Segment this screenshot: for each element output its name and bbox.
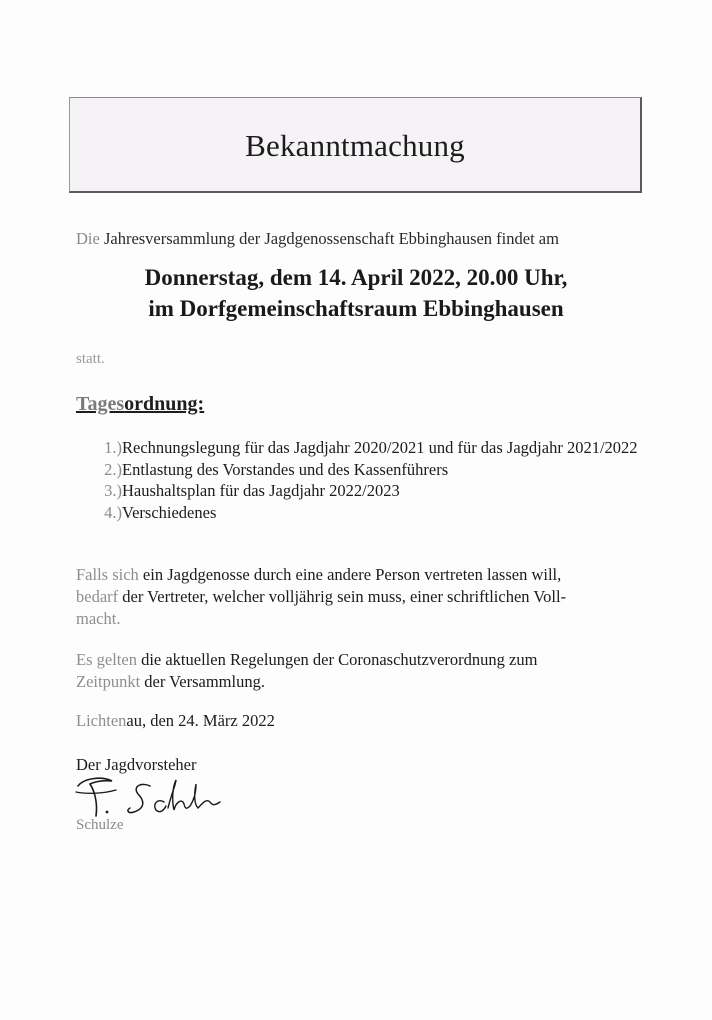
- agenda-list: [95, 437, 655, 523]
- title-box: [69, 97, 642, 193]
- signature-icon: [72, 772, 242, 822]
- agenda-heading-faded: Tages: [76, 393, 125, 415]
- agenda-item-number: 2.): [104, 459, 122, 479]
- corona-text-2: der Versammlung.: [144, 672, 265, 691]
- place-date-faded: Lichten: [76, 711, 127, 730]
- agenda-item-number: 4.): [104, 502, 122, 522]
- agenda-item-text: Verschiedenes: [122, 502, 217, 522]
- agenda-item: [95, 502, 655, 524]
- corona-faded-1: Es gelten: [76, 650, 142, 669]
- headline-date: Donnerstag, dem 14. April 2022, 20.00 Uhr,: [144, 265, 568, 290]
- agenda-item: [95, 480, 655, 502]
- agenda-item-text: Entlastung des Vorstandes und des Kassenführers: [122, 459, 449, 479]
- proxy-text-2: der Vertreter, welcher volljährig sein muss, einer schriftlichen Voll-: [122, 587, 567, 606]
- agenda-item-number: 3.): [104, 481, 122, 500]
- agenda-item-text: Haushaltsplan für das Jagdjahr 2022/2023: [122, 481, 400, 500]
- proxy-text-1: ein Jagdgenosse durch eine andere Person vertreten lassen will,: [142, 565, 562, 584]
- agenda-heading-rest: ordnung:: [124, 393, 205, 415]
- signer-role: Der Jagdvorsteher: [76, 755, 197, 774]
- corona-faded-2: Zeitpunkt: [76, 672, 145, 691]
- corona-text-1: die aktuellen Regelungen der Coronaschutzverordnung zum: [141, 650, 538, 669]
- headline-location: im Dorfgemeinschaftsraum Ebbinghausen: [148, 296, 564, 321]
- agenda-item: [95, 459, 655, 481]
- signer-name: Schulze: [76, 817, 124, 833]
- intro-text: [76, 229, 559, 249]
- agenda-item-text: Rechnungslegung für das Jagdjahr 2020/2021 und für das Jagdjahr 2021/2022: [122, 438, 638, 457]
- proxy-faded-2: bedarf: [76, 587, 123, 606]
- proxy-paragraph: [76, 564, 656, 630]
- intro-faded: Die: [76, 229, 104, 248]
- agenda-heading: [76, 393, 204, 416]
- statt-text: statt.: [76, 351, 105, 367]
- place-date: [76, 710, 656, 732]
- place-date-text: au, den 24. März 2022: [126, 711, 275, 730]
- corona-paragraph: [76, 649, 656, 693]
- agenda-item-number: 1.): [104, 438, 122, 457]
- proxy-faded-3: macht.: [76, 609, 121, 628]
- document-title: Bekanntmachung: [245, 127, 465, 163]
- agenda-item: [95, 437, 655, 459]
- intro-main: Jahresversammlung der Jagdgenossenschaft Ebbinghausen findet am: [103, 229, 559, 248]
- proxy-faded-1: Falls sich: [76, 565, 143, 584]
